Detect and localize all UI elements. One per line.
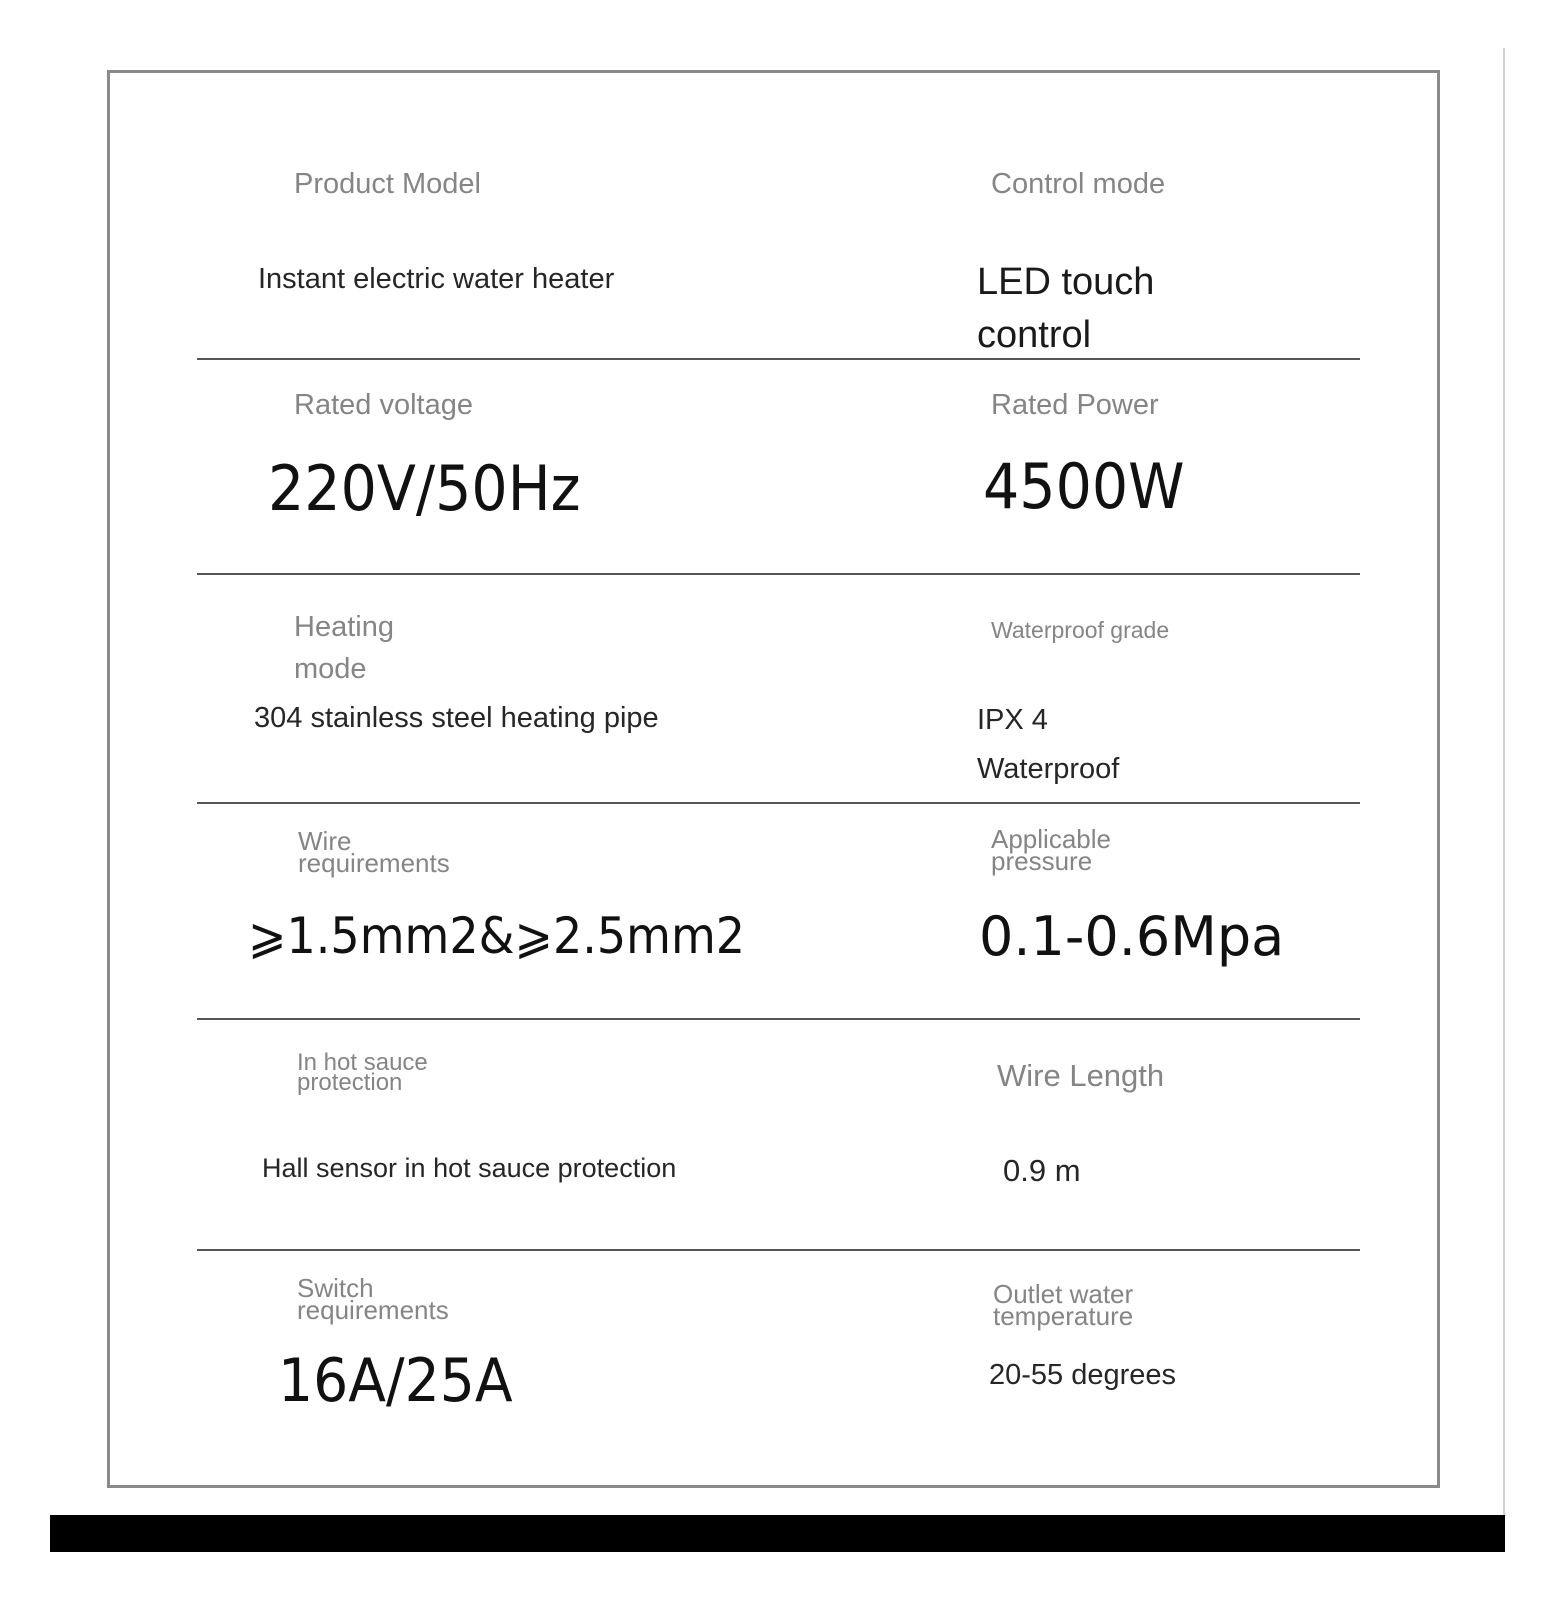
- outlet-water-temperature-value: 20-55 degrees: [989, 1359, 1177, 1391]
- switch-requirements-label: [297, 1273, 449, 1326]
- hot-sauce-protection-label-line-1: In hot sauce: [297, 1049, 428, 1076]
- row-divider: [197, 1018, 1360, 1020]
- heating-mode-label-line-2: mode: [294, 653, 367, 686]
- control-mode-label: Control mode: [991, 168, 1166, 200]
- switch-requirements-label-line-2: requirements: [297, 1295, 449, 1326]
- switch-requirements-value: 16A/25A: [278, 1346, 513, 1416]
- wire-requirements-label: [298, 826, 450, 879]
- wire-length-label: Wire Length: [997, 1058, 1165, 1093]
- applicable-pressure-label-line-1: Applicable: [991, 824, 1111, 854]
- row-divider: [197, 802, 1360, 804]
- heating-mode-label: [294, 606, 394, 690]
- rated-voltage-label: Rated voltage: [294, 389, 473, 421]
- rated-power-value: 4500W: [983, 450, 1185, 523]
- right-edge-rule: [1503, 48, 1505, 1518]
- waterproof-grade-value-line-2: Waterproof: [977, 753, 1120, 786]
- waterproof-grade-value: [977, 696, 1119, 795]
- wire-requirements-label-line-1: Wire: [298, 826, 352, 856]
- control-mode-value: [977, 256, 1154, 362]
- applicable-pressure-label-line-2: pressure: [991, 846, 1093, 877]
- row-divider: [197, 358, 1360, 360]
- outlet-water-temperature-label-line-1: Outlet water: [993, 1279, 1134, 1309]
- product-model-value: Instant electric water heater: [258, 263, 615, 295]
- heating-mode-label-line-1: Heating: [294, 611, 394, 643]
- control-mode-value-line-1: LED touch: [977, 261, 1155, 303]
- wire-requirements-value: ⩾1.5mm2&⩾2.5mm2: [248, 907, 746, 965]
- wire-length-value: 0.9 m: [1003, 1153, 1081, 1188]
- bottom-black-bar: [50, 1515, 1505, 1552]
- hot-sauce-protection-label-line-2: protection: [297, 1069, 403, 1097]
- rated-power-label: Rated Power: [991, 389, 1159, 421]
- waterproof-grade-value-line-1: IPX 4: [977, 704, 1048, 736]
- switch-requirements-label-line-1: Switch: [297, 1273, 374, 1303]
- control-mode-value-line-2: control: [977, 314, 1092, 357]
- outlet-water-temperature-label-line-2: temperature: [993, 1301, 1134, 1332]
- rated-voltage-value: 220V/50Hz: [268, 452, 581, 525]
- row-divider: [197, 573, 1360, 575]
- applicable-pressure-label: [991, 824, 1111, 877]
- wire-requirements-label-line-2: requirements: [298, 848, 450, 879]
- hot-sauce-protection-label: [297, 1049, 428, 1097]
- waterproof-grade-label: Waterproof grade: [991, 617, 1170, 643]
- outlet-water-temperature-label: [993, 1279, 1134, 1332]
- product-model-label: Product Model: [294, 168, 481, 200]
- heating-mode-value: 304 stainless steel heating pipe: [254, 702, 659, 734]
- row-divider: [197, 1249, 1360, 1251]
- applicable-pressure-value: 0.1-0.6Mpa: [979, 905, 1285, 968]
- hot-sauce-protection-value: Hall sensor in hot sauce protection: [262, 1153, 677, 1183]
